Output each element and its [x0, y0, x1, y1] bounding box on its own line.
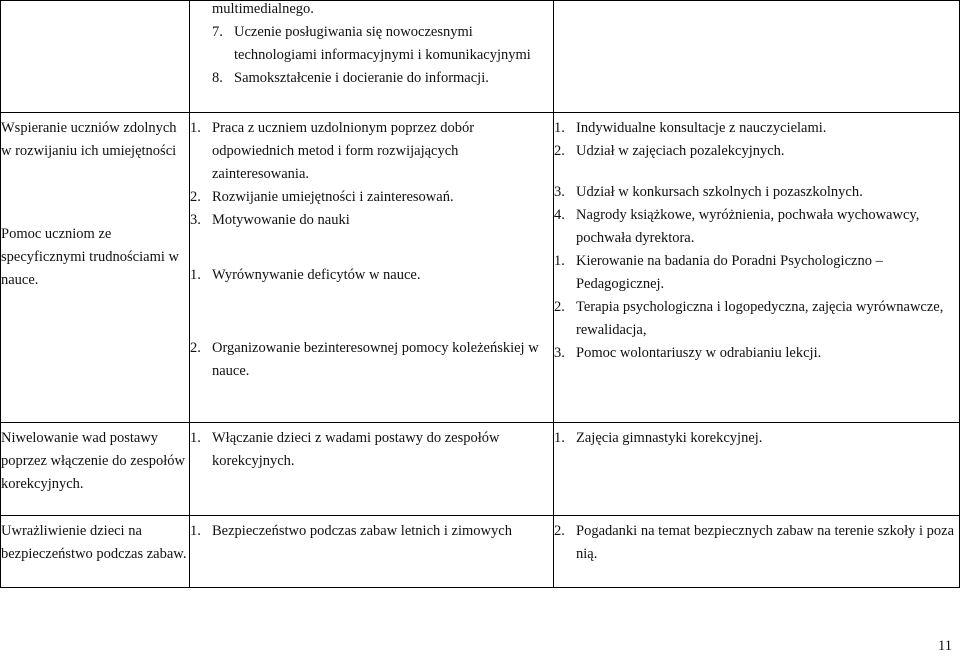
list-item: 1. Bezpieczeństwo podczas zabaw letnich i zimowych — [190, 523, 512, 539]
cell-tasks — [190, 113, 554, 423]
cell-forms — [554, 113, 960, 423]
cell-forms — [554, 423, 960, 516]
area-text: Pomoc uczniom ze specyficznymi trudnościami w nauce. — [1, 226, 179, 288]
cell-area — [1, 423, 190, 516]
list-item: 1. Kierowanie na badania do Poradni Psychologiczno – Pedagogicznej. — [554, 253, 883, 292]
list-item: 1. Zajęcia gimnastyki korekcyjnej. — [554, 430, 763, 446]
area-text: Wspieranie uczniów zdolnych w rozwijaniu ich umiejętności — [1, 120, 177, 159]
list-item: 2. Udział w zajęciach pozalekcyjnych. — [554, 143, 785, 159]
cell-forms — [554, 1, 960, 113]
area-text: Uwrażliwienie dzieci na bezpieczeństwo podczas zabaw. — [1, 523, 187, 562]
list-item: 2. Rozwijanie umiejętności i zainteresowań. — [190, 189, 454, 205]
table-row — [1, 1, 960, 113]
cell-forms — [554, 516, 960, 588]
page-number: 11 — [938, 638, 952, 654]
list-item: 8. Samokształcenie i docieranie do informacji. — [212, 70, 489, 86]
list-item: 1. Indywidualne konsultacje z nauczycielami. — [554, 120, 827, 136]
list-item: 3. Pomoc wolontariuszy w odrabianiu lekcji. — [554, 345, 822, 361]
list-item: 2. Organizowanie bezinteresownej pomocy koleżeńskiej w nauce. — [190, 340, 539, 379]
list-item: 1. Praca z uczniem uzdolnionym poprzez dobór odpowiednich metod i form rozwijających zainteresowania. — [190, 120, 475, 182]
list-item: 2. Pogadanki na temat bezpiecznych zabaw na terenie szkoły i poza nią. — [554, 523, 955, 562]
cell-tasks — [190, 423, 554, 516]
cell-tasks — [190, 516, 554, 588]
list-item: 2. Terapia psychologiczna i logopedyczna, zajęcia wyrównawcze, rewalidacja, — [554, 299, 944, 338]
table-row — [1, 516, 960, 588]
continuation-text: multimedialnego. — [212, 1, 314, 17]
list-item: 7. Uczenie posługiwania się nowoczesnymi technologiami informacyjnymi i komunikacyjnymi — [212, 24, 531, 63]
list-item: 3. Udział w konkursach szkolnych i pozaszkolnych. — [554, 184, 863, 200]
cell-area — [1, 1, 190, 113]
cell-tasks — [190, 1, 554, 113]
cell-area — [1, 516, 190, 588]
cell-area — [1, 113, 190, 423]
list-item: 1. Włączanie dzieci z wadami postawy do zespołów korekcyjnych. — [190, 430, 500, 469]
list-item: 1. Wyrównywanie deficytów w nauce. — [190, 267, 421, 283]
area-text: Niwelowanie wad postawy poprzez włączenie do zespołów korekcyjnych. — [1, 430, 185, 492]
table-row — [1, 113, 960, 423]
list-item: 3. Motywowanie do nauki — [190, 212, 350, 228]
list-item: 4. Nagrody książkowe, wyróżnienia, pochwała wychowawcy, pochwała dyrektora. — [554, 207, 920, 246]
table-row — [1, 423, 960, 516]
